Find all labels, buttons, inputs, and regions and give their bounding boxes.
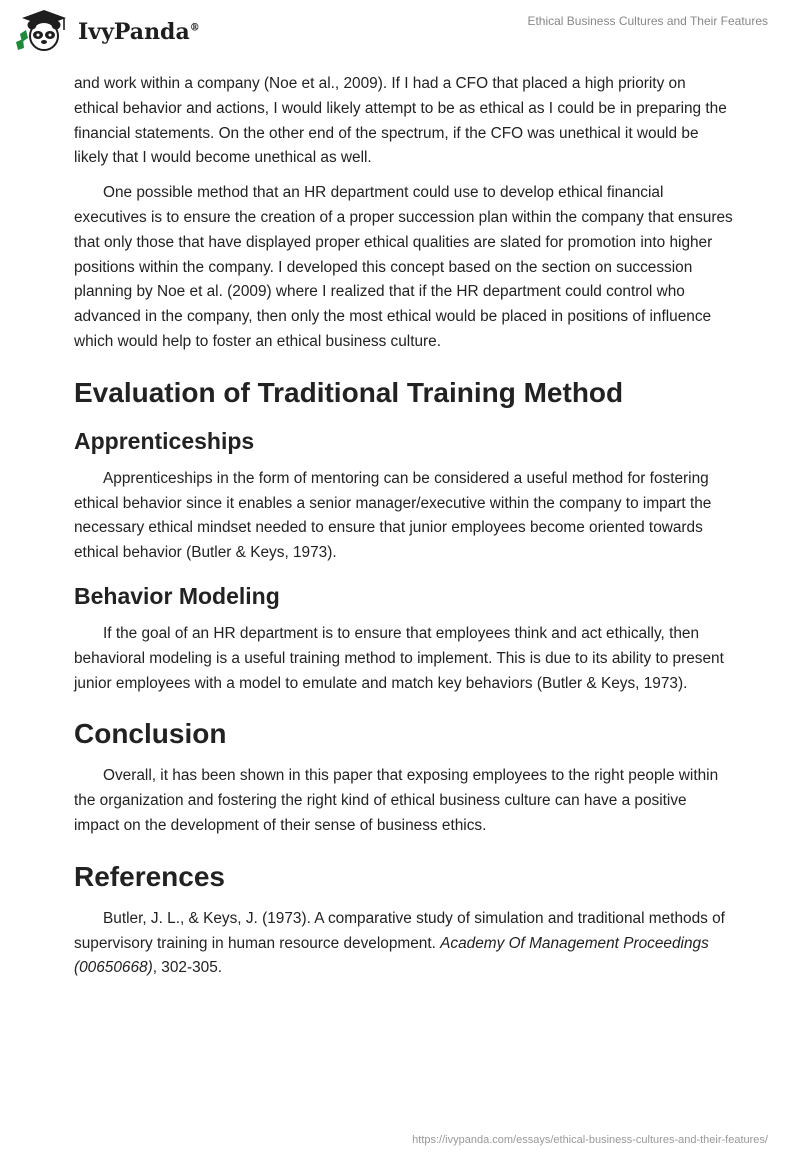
reference-journal: Academy Of Management Proceedings (00650668) — [74, 934, 709, 977]
paragraph-succession-plan: One possible method that an HR department could use to develop ethical financial executives is to ensure the creation of a proper succession plan within the company that ensures that only those that have displayed proper ethical qualities are slated for promotion into higher positions within the company. I developed this concept based on the section on succession planning by Noe et al. (2009) where I realized that if the HR department could control who advanced in the company, then only the most ethical would be placed in positions of influence which would help to foster an ethical business culture. — [74, 184, 733, 350]
paragraph-apprenticeships: Apprenticeships in the form of mentoring can be considered a useful method for fostering ethical behavior since it enables a senior manager/executive within the company to impart the necessary ethical mindset needed to ensure that junior employees become oriented towards ethical behavior (Butler & Keys, 1973). — [74, 469, 712, 562]
page-header — [0, 0, 800, 70]
reference-entry — [74, 907, 734, 981]
paragraph-conclusion: Overall, it has been shown in this paper that exposing employees to the right people within the organization and fostering the right kind of ethical business culture can have a positive impact on the development of their sense of business ethics. — [74, 767, 719, 834]
paragraph-behavior-modeling: If the goal of an HR department is to ensure that employees think and act ethically, then behavioral modeling is a useful training method to implement. This is due to its ability to present junior employees with a model to emulate and match key behaviors (Butler & Keys, 1973). — [74, 624, 724, 692]
paragraph-intro-continued: and work within a company (Noe et al., 2009). If I had a CFO that placed a high priority on ethical behavior and actions, I would likely attempt to be as ethical as I could be in preparing the financial statements. On the other end of the spectrum, if the CFO was unethical it would be likely that I would become unethical as well. — [74, 75, 727, 167]
reference-pages: , 302-305. — [152, 959, 223, 977]
ivypanda-logo[interactable] — [14, 8, 200, 54]
brand-name: IvyPanda® — [78, 19, 200, 45]
heading-references: References — [74, 860, 225, 892]
essay-body — [74, 72, 734, 991]
document-title: Ethical Business Cultures and Their Features — [527, 14, 768, 28]
heading-behavior-modeling: Behavior Modeling — [74, 582, 280, 609]
heading-conclusion: Conclusion — [74, 718, 227, 750]
panda-graduate-icon — [14, 8, 74, 54]
heading-apprenticeships: Apprenticeships — [74, 427, 255, 454]
reference-authors-title: Butler, J. L., & Keys, J. (1973). A comparative study of simulation and traditional methods of supervisory training in human resource development. — [74, 909, 725, 952]
heading-evaluation: Evaluation of Traditional Training Method — [74, 376, 624, 408]
source-url[interactable]: https://ivypanda.com/essays/ethical-business-cultures-and-their-features/ — [412, 1134, 768, 1146]
registered-mark: ® — [189, 22, 200, 34]
